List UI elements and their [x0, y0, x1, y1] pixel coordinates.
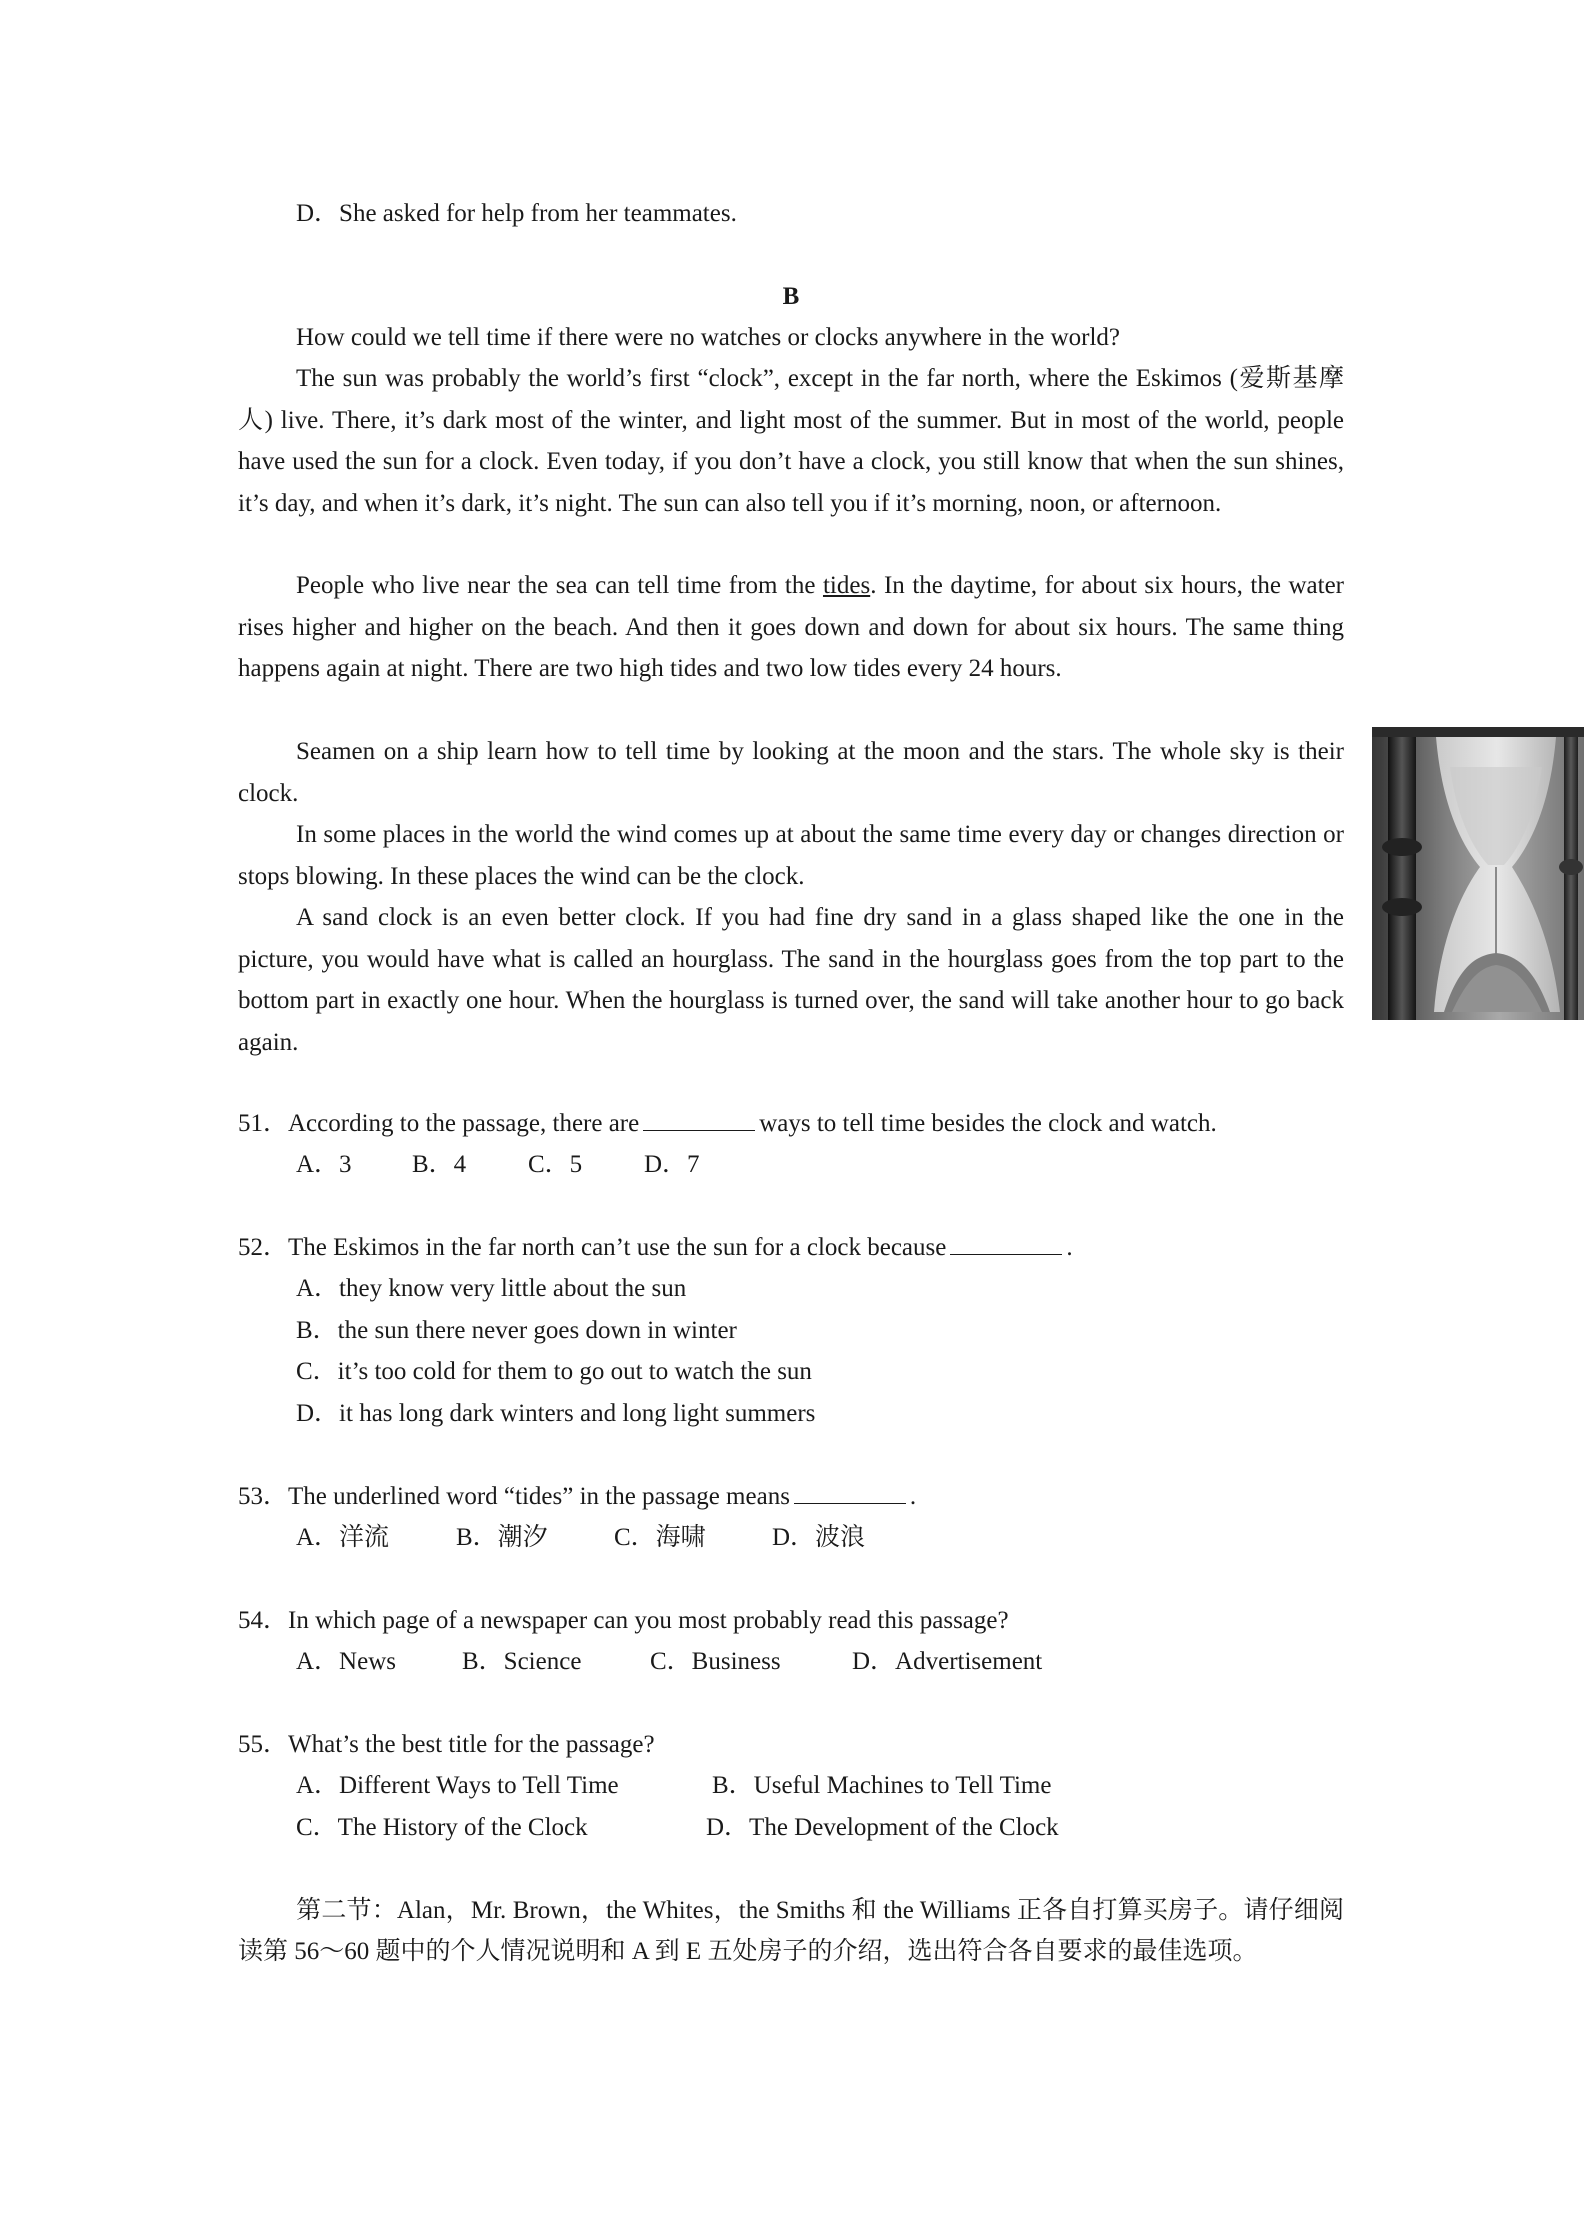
- question-53-stem: 53．The underlined word “tides” in the passage means .: [238, 1483, 917, 1510]
- option-d[interactable]: D．The Development of the Clock: [706, 1814, 1059, 1841]
- question-52-option-b[interactable]: B．the sun there never goes down in winter: [296, 1317, 737, 1344]
- option-b[interactable]: B．Science: [462, 1648, 582, 1675]
- passage-paragraph-5: In some places in the world the wind comes up at about the same time every day or changes direction or stops blowing. In these places the wind can be the clock.: [238, 821, 1344, 890]
- question-51-stem: 51．According to the passage, there are ways to tell time besides the clock and watch.: [238, 1110, 1217, 1137]
- answer-blank: [643, 1108, 755, 1131]
- section-heading: B: [782, 283, 800, 310]
- question-54-options: [296, 1641, 1042, 1682]
- question-52-option-a[interactable]: A．they know very little about the sun: [296, 1275, 687, 1302]
- question-53-options: [296, 1517, 865, 1558]
- answer-blank: [950, 1232, 1062, 1255]
- option-b[interactable]: B．4: [412, 1151, 467, 1178]
- answer-blank: [794, 1481, 906, 1504]
- passage-paragraph-6: A sand clock is an even better clock. If you had fine dry sand in a glass shaped like the one in the picture, you would have what is called an hourglass. The sand in the hourglass goes from the top part to the bottom part in exactly one hour. When the hourglass is turned over, the sand will take another hour to go back again.: [238, 904, 1344, 1056]
- option-a[interactable]: A．洋流: [296, 1524, 390, 1551]
- passage-paragraph-2: The sun was probably the world’s first “clock”, except in the far north, where the Eskimos (爱斯基摩人) live. There, it’s dark most of the winter, and light most of the summer. But in most of the world, people have used the sun for a clock. Even today, if you don’t have a clock, you still know that when the sun shines, it’s day, and when it’s dark, it’s night. The sun can also tell you if it’s morning, noon, or afternoon.: [238, 365, 1344, 517]
- question-52-option-d[interactable]: D．it has long dark winters and long light summers: [296, 1400, 816, 1427]
- option-c[interactable]: C．海啸: [614, 1524, 706, 1551]
- underlined-word-tides: tides: [822, 572, 871, 599]
- question-55-options-row-2: [296, 1807, 1059, 1848]
- question-52-stem: 52．The Eskimos in the far north can’t use the sun for a clock because .: [238, 1234, 1073, 1261]
- option-c[interactable]: C．The History of the Clock: [296, 1814, 588, 1841]
- option-b[interactable]: B．Useful Machines to Tell Time: [712, 1772, 1052, 1799]
- option-a[interactable]: A．Different Ways to Tell Time: [296, 1772, 619, 1799]
- previous-question-option-d: D．She asked for help from her teammates.: [296, 200, 737, 227]
- option-d[interactable]: D．Advertisement: [852, 1648, 1043, 1675]
- passage-paragraph-3: People who live near the sea can tell time from the tides. In the daytime, for about six hours, the water rises higher and higher on the beach. And then it goes down and down for about six hours. The same thing happens again at night. There are two high tides and two low tides every 24 hours.: [238, 572, 1344, 682]
- question-55-stem: 55．What’s the best title for the passage?: [238, 1731, 655, 1758]
- question-55-options-row-1: [296, 1765, 1051, 1806]
- option-d[interactable]: D．7: [644, 1151, 700, 1178]
- option-d[interactable]: D．波浪: [772, 1524, 866, 1551]
- option-c[interactable]: C．5: [528, 1151, 583, 1178]
- option-a[interactable]: A．3: [296, 1151, 352, 1178]
- option-b[interactable]: B．潮汐: [456, 1524, 548, 1551]
- hourglass-photo: [1372, 727, 1584, 1020]
- question-51-options: [296, 1144, 700, 1185]
- passage-paragraph-1: How could we tell time if there were no watches or clocks anywhere in the world?: [296, 324, 1121, 351]
- option-a[interactable]: A．News: [296, 1648, 396, 1675]
- question-54-stem: 54．In which page of a newspaper can you most probably read this passage?: [238, 1607, 1009, 1634]
- passage-paragraph-4: Seamen on a ship learn how to tell time by looking at the moon and the stars. The whole sky is their clock.: [238, 738, 1344, 807]
- option-c[interactable]: C．Business: [650, 1648, 781, 1675]
- part-2-instructions: 第二节：Alan，Mr. Brown，the Whites，the Smiths 和 the Williams 正各自打算买房子。请仔细阅读第 56～60 题中的个人情况说明和 A 到 E 五处房子的介绍，选出符合各自要求的最佳选项。: [238, 1897, 1344, 1965]
- question-52-option-c[interactable]: C．it’s too cold for them to go out to watch the sun: [296, 1358, 812, 1385]
